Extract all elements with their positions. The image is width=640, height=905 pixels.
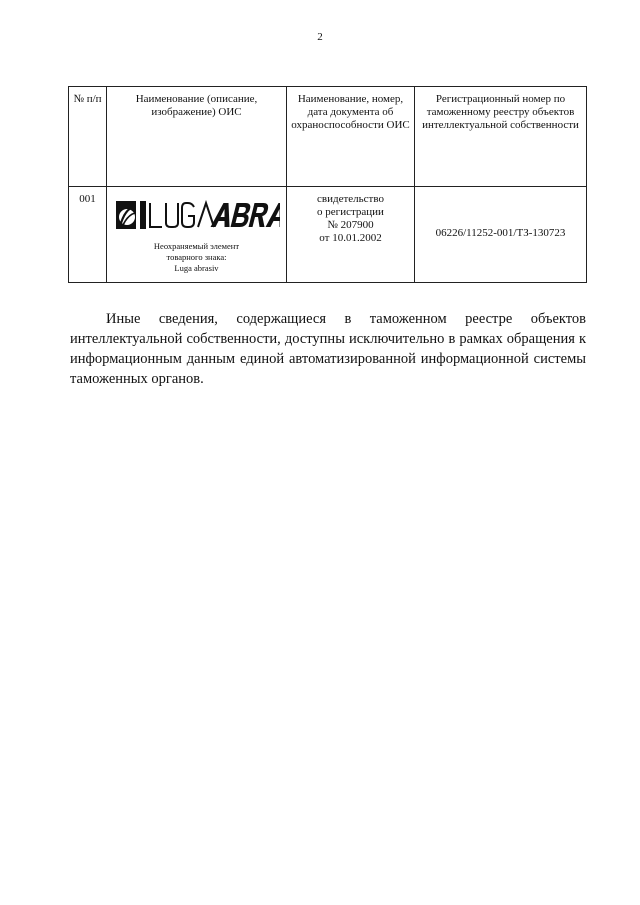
body-paragraph: Иные сведения, содержащиеся в таможенном реестре объектов интеллектуальной собственности, доступны исключительно в рамках обращения к информационным данным единой автоматизированной информационной системы таможенных органов. [70, 310, 586, 387]
header-registration-number: Регистрационный номер по таможенному реестру объектов интеллектуальной собственности [415, 87, 587, 187]
row-registration-number: 06226/11252-001/ТЗ-130723 [415, 187, 587, 283]
header-name-description: Наименование (описание, изображение) ОИС [107, 87, 287, 187]
document-line: от 10.01.2002 [319, 232, 382, 244]
luga-abrasiv-logo [114, 197, 280, 233]
header-number: № п/п [69, 87, 107, 187]
document-line: о регистрации [317, 206, 384, 218]
header-document: Наименование, номер, дата документа об охраноспособности ОИС [287, 87, 415, 187]
caption-line: товарного знака: [166, 252, 227, 262]
table-row [69, 187, 587, 283]
page-number: 2 [317, 31, 323, 43]
table-header-row [69, 87, 587, 187]
row-number: 001 [69, 187, 107, 283]
caption-line: Неохраняемый элемент [153, 241, 240, 251]
row-trademark-cell [107, 187, 287, 283]
ois-registry-table [68, 86, 587, 283]
caption-line: Luga abrasiv [174, 263, 219, 273]
document-line: свидетельство [317, 193, 384, 205]
document-line: № 207900 [327, 219, 374, 231]
row-document-cell [287, 187, 415, 283]
